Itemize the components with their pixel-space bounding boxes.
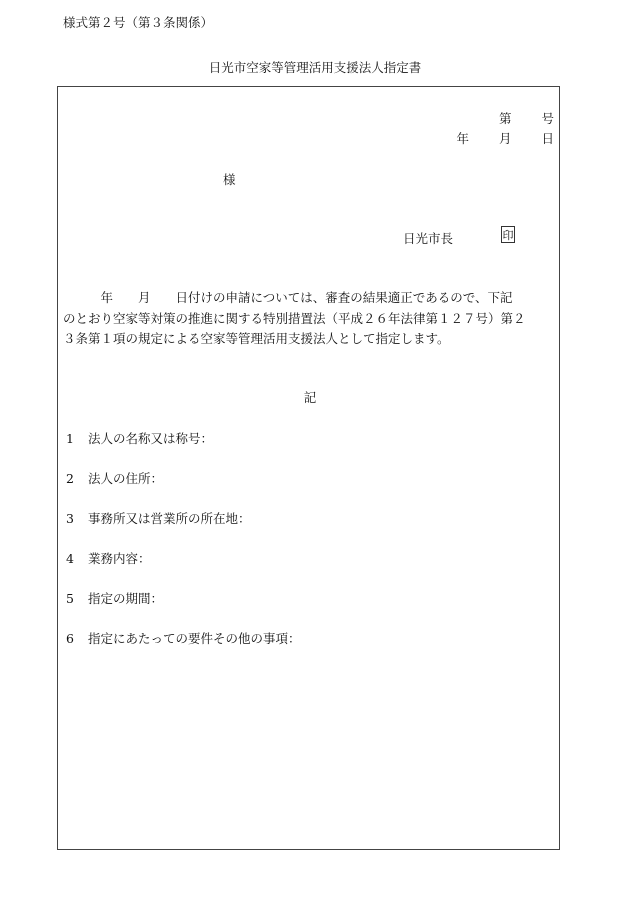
item-number: 4 bbox=[66, 551, 74, 566]
body-line: のとおり空家等対策の推進に関する特別措置法（平成２６年法律第１２７号）第２ bbox=[63, 310, 526, 326]
list-item bbox=[66, 509, 251, 527]
item-number: 3 bbox=[66, 511, 74, 526]
item-number: 6 bbox=[66, 631, 74, 646]
item-label: 業務内容： bbox=[88, 551, 151, 566]
issue-month: 月 bbox=[498, 131, 512, 146]
body-paragraph bbox=[63, 288, 557, 350]
issue-year: 年 bbox=[456, 131, 469, 146]
issue-date bbox=[456, 129, 554, 147]
body-line: 年 月 日付けの申請については、審査の結果適正であるので、下記 bbox=[63, 290, 513, 305]
document-frame bbox=[57, 86, 560, 850]
issue-day: 日 bbox=[541, 131, 554, 146]
list-item bbox=[66, 429, 213, 447]
item-label: 法人の名称又は称号： bbox=[88, 431, 214, 446]
issue-go: 号 bbox=[541, 111, 554, 126]
issue-dai: 第 bbox=[498, 111, 512, 126]
document-title: 日光市空家等管理活用支援法人指定書 bbox=[208, 60, 422, 75]
issue-number bbox=[499, 109, 554, 127]
item-label: 法人の住所： bbox=[88, 471, 164, 486]
ki-heading: 記 bbox=[303, 390, 317, 405]
issuer-name: 日光市長 bbox=[403, 231, 454, 246]
list-item bbox=[66, 469, 163, 487]
seal-mark: 印 bbox=[501, 226, 515, 243]
list-item bbox=[66, 549, 151, 567]
item-label: 指定にあたっての要件その他の事項： bbox=[88, 631, 301, 646]
item-label: 指定の期間： bbox=[88, 591, 164, 606]
body-line: ３条第１項の規定による空家等管理活用支援法人として指定します。 bbox=[63, 331, 450, 346]
form-number: 様式第２号（第３条関係） bbox=[63, 15, 214, 30]
list-item bbox=[66, 629, 301, 647]
item-number: 5 bbox=[66, 591, 74, 606]
list-item bbox=[66, 589, 163, 607]
item-number: 2 bbox=[66, 471, 74, 486]
addressee-honorific: 様 bbox=[223, 172, 236, 187]
item-number: 1 bbox=[66, 431, 74, 446]
item-label: 事務所又は営業所の所在地： bbox=[88, 511, 251, 526]
